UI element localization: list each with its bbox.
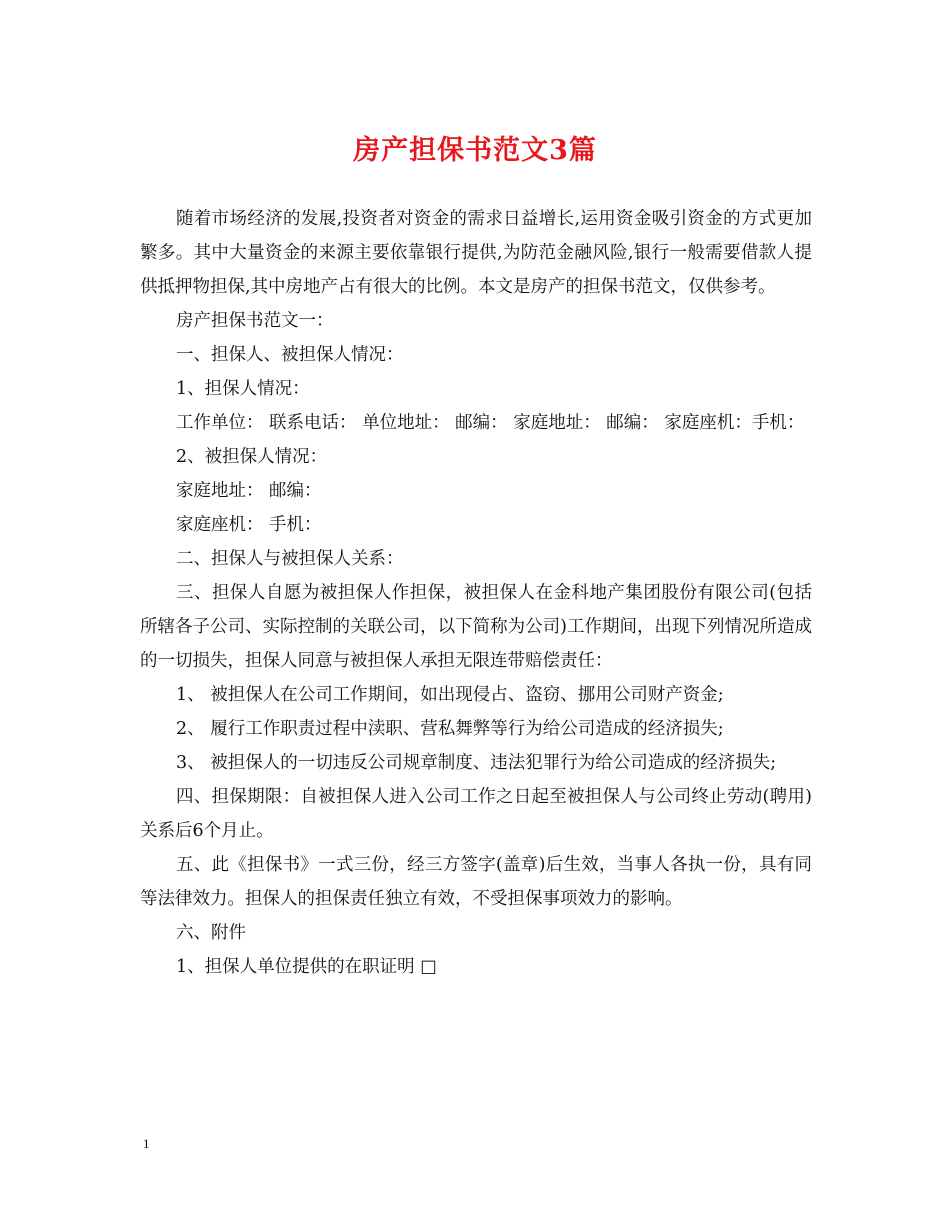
list-item: 3、 被担保人的一切违反公司规章制度、违法犯罪行为给公司造成的经济损失;	[176, 753, 777, 773]
section-heading: 房产担保书范文一：	[176, 311, 334, 331]
clause-heading: 二、担保人与被担保人关系：	[176, 549, 404, 569]
form-fields-line: 家庭座机： 手机：	[176, 515, 322, 535]
sub-heading: 1、担保人情况：	[176, 379, 310, 399]
document-body	[140, 202, 812, 984]
clause-paragraph: 五、此《担保书》一式三份，经三方签字(盖章)后生效，当事人各执一份，具有同等法律效力。担保人的担保责任独立有效，不受担保事项效力的影响。	[140, 855, 812, 909]
sub-heading: 2、被担保人情况：	[176, 447, 328, 467]
list-item: 1、担保人单位提供的在职证明 □	[176, 957, 437, 977]
intro-paragraph: 随着市场经济的发展,投资者对资金的需求日益增长,运用资金吸引资金的方式更加繁多。其中大量资金的来源主要依靠银行提供,为防范金融风险,银行一般需要借款人提供抵押物担保,其中房地产占有很大的比例。本文是房产的担保书范文，仅供参考。	[140, 209, 812, 297]
list-item: 1、 被担保人在公司工作期间，如出现侵占、盗窃、挪用公司财产资金;	[176, 685, 724, 705]
clause-paragraph: 三、担保人自愿为被担保人作担保，被担保人在金科地产集团股份有限公司(包括所辖各子公司、实际控制的关联公司，以下简称为公司)工作期间，出现下列情况所造成的一切损失，担保人同意与被担保人承担无限连带赔偿责任：	[140, 583, 812, 671]
list-item: 2、 履行工作职责过程中渎职、营私舞弊等行为给公司造成的经济损失;	[176, 719, 724, 739]
form-fields-line: 工作单位： 联系电话： 单位地址： 邮编： 家庭地址： 邮编： 家庭座机：手机：	[176, 413, 805, 433]
form-fields-line: 家庭地址： 邮编：	[176, 481, 322, 501]
clause-heading: 六、附件	[176, 923, 246, 943]
document-title: 房产担保书范文3篇	[353, 135, 597, 166]
page-number: 1	[143, 1136, 150, 1151]
clause-paragraph: 四、担保期限：自被担保人进入公司工作之日起至被担保人与公司终止劳动(聘用)关系后6个月止。	[140, 787, 812, 841]
clause-heading: 一、担保人、被担保人情况：	[176, 345, 404, 365]
